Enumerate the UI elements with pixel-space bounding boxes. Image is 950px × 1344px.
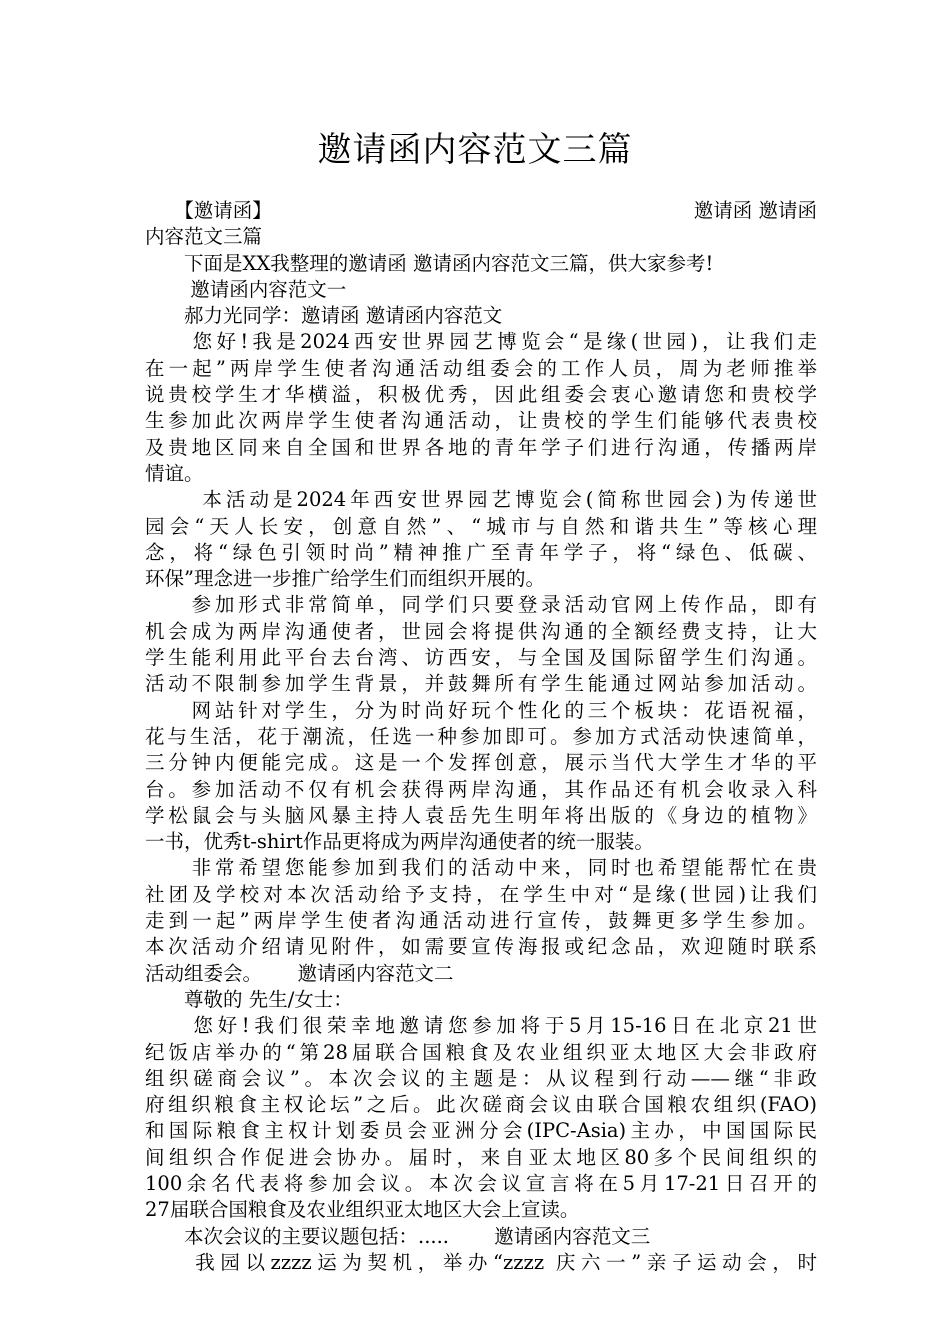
body-line: 园会“天人长安，创意自然”、“城市与自然和谐共生”等核心理 bbox=[145, 514, 817, 538]
body-line: 社团及学校对本次活动给予支持，在学生中对“是缘(世园)让我们 bbox=[145, 882, 817, 906]
body-line: 100余名代表将参加会议。本次会议宣言将在5月17-21日召开的 bbox=[145, 1171, 817, 1195]
body-line: 纪饭店举办的“第28届联合国粮食及农业组织亚太地区大会非政府 bbox=[145, 1040, 817, 1064]
document-title: 邀请函内容范文三篇 bbox=[317, 130, 633, 170]
body-line: 花与生活，花于潮流，任选一种参加即可。参加方式活动快速简单， bbox=[145, 724, 817, 748]
body-line: 参加形式非常简单，同学们只要登录活动官网上传作品，即有 bbox=[145, 593, 817, 617]
body-line: 活动组委会。 邀请函内容范文二 bbox=[145, 961, 454, 985]
header-right: 邀请函 邀请函 bbox=[693, 199, 817, 222]
body-line: 27届联合国粮食及农业组织亚太地区大会上宣读。 bbox=[145, 1198, 580, 1222]
body-line: 情谊。 bbox=[145, 461, 204, 485]
body-lines bbox=[145, 224, 817, 1276]
body-line: 在一起”两岸学生使者沟通活动组委会的工作人员，周为老师推举 bbox=[145, 356, 817, 380]
header-left: 【邀请函】 bbox=[145, 199, 272, 222]
body-line: 本活动是2024年西安世界园艺博览会(简称世园会)为传递世 bbox=[145, 488, 817, 512]
body-line: 我园以zzzz运为契机，举办“zzzz 庆六一”亲子运动会，时 bbox=[145, 1250, 817, 1274]
body-line: 台。参加活动不仅有机会获得两岸沟通，其作品还有机会收录入科 bbox=[145, 777, 817, 801]
header-line bbox=[145, 198, 817, 224]
body-line: 间组织合作促进会协办。届时，来自亚太地区80多个民间组织的 bbox=[145, 1145, 817, 1169]
body-line: 邀请函内容范文一 bbox=[145, 277, 347, 301]
body-line: 您好!我们很荣幸地邀请您参加将于5月15-16日在北京21世 bbox=[145, 1014, 817, 1038]
body-line: 您好!我是2024西安世界园艺博览会“是缘(世园)，让我们走 bbox=[145, 330, 817, 354]
body-line: 走到一起”两岸学生使者沟通活动进行宣传，鼓舞更多学生参加。 bbox=[145, 909, 817, 933]
body-line: 本次会议的主要议题包括：..... 邀请函内容范文三 bbox=[145, 1224, 651, 1248]
body-line: 府组织粮食主权论坛”之后。此次磋商会议由联合国粮农组织(FAO) bbox=[145, 1093, 817, 1117]
body-line: 尊敬的 先生/女士： bbox=[145, 987, 353, 1011]
body-line: 学生能利用此平台去台湾、访西安，与全国及国际留学生们沟通。 bbox=[145, 646, 817, 670]
body-line: 下面是XX我整理的邀请函 邀请函内容范文三篇，供大家参考! bbox=[145, 251, 714, 275]
body-line: 念，将“绿色引领时尚”精神推广至青年学子，将“绿色、低碳、 bbox=[145, 540, 817, 564]
body-line: 机会成为两岸沟通使者，世园会将提供沟通的全额经费支持，让大 bbox=[145, 619, 817, 643]
body-line: 及贵地区同来自全国和世界各地的青年学子们进行沟通，传播两岸 bbox=[145, 435, 817, 459]
body-line: 内容范文三篇 bbox=[145, 225, 263, 249]
document-body bbox=[145, 198, 817, 1276]
body-line: 活动不限制参加学生背景，并鼓舞所有学生能通过网站参加活动。 bbox=[145, 672, 817, 696]
body-line: 学松鼠会与头脑风暴主持人袁岳先生明年将出版的《身边的植物》 bbox=[145, 803, 817, 827]
body-line: 和国际粮食主权计划委员会亚洲分会(IPC-Asia)主办，中国国际民 bbox=[145, 1119, 817, 1143]
body-line: 网站针对学生，分为时尚好玩个性化的三个板块：花语祝福， bbox=[145, 698, 817, 722]
body-line: 一书，优秀t-shirt作品更将成为两岸沟通使者的统一服装。 bbox=[145, 830, 654, 854]
body-line: 组织磋商会议”。本次会议的主题是：从议程到行动——继“非政 bbox=[145, 1066, 817, 1090]
body-line: 说贵校学生才华横溢，积极优秀，因此组委会衷心邀请您和贵校学 bbox=[145, 383, 817, 407]
body-line: 本次活动介绍请见附件，如需要宣传海报或纪念品，欢迎随时联系 bbox=[145, 935, 817, 959]
body-line: 生参加此次两岸学生使者沟通活动，让贵校的学生们能够代表贵校 bbox=[145, 409, 817, 433]
body-line: 环保”理念进一步推广给学生们而组织开展的。 bbox=[145, 567, 545, 591]
body-line: 非常希望您能参加到我们的活动中来，同时也希望能帮忙在贵 bbox=[145, 856, 817, 880]
body-line: 三分钟内便能完成。这是一个发挥创意，展示当代大学生才华的平 bbox=[145, 751, 817, 775]
body-line: 郝力光同学：邀请函 邀请函内容范文 bbox=[145, 304, 503, 328]
